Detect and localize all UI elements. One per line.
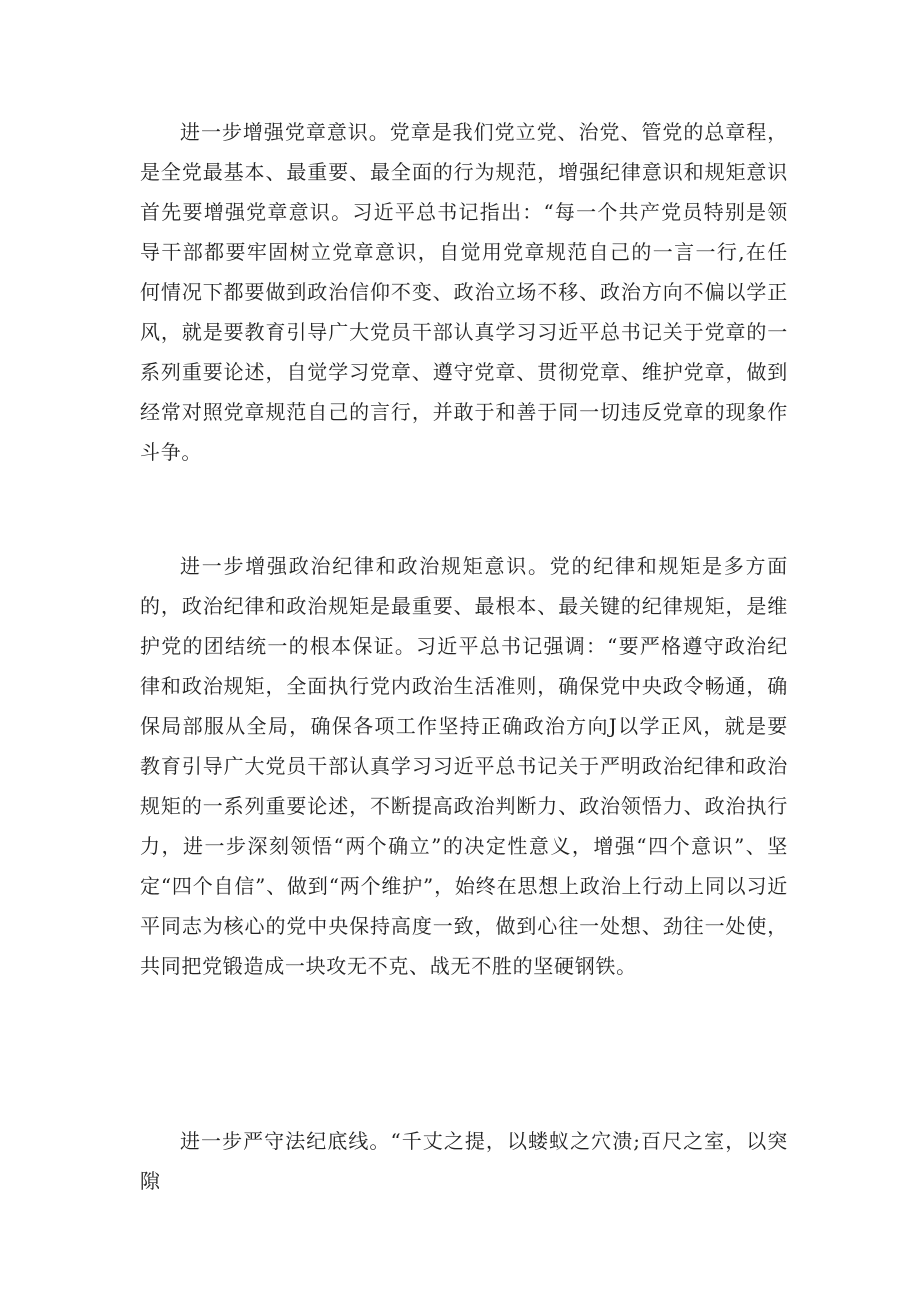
paragraph-political-discipline: 进一步增强政治纪律和政治规矩意识。党的纪律和规矩是多方面的，政治纪律和政治规矩是最重要、最根本、最关键的纪律规矩，是维护党的团结统一的根本保证。习近平总书记强调：“要严格遵守政治纪律和政治规矩，全面执行党内政治生活准则，确保党中央政令畅通，确保局部服从全局，确保各项工作坚持正确政治方向J以学正风，就是要教育引导广大党员干部认真学习习近平总书记关于严明政治纪律和政治规矩的一系列重要论述，不断提高政治判断力、政治领悟力、政治执行力，进一步深刻领悟“两个确立”的决定性意义，增强“四个意识”、坚定“四个自信”、做到“两个维护”，始终在思想上政治上行动上同以习近平同志为核心的党中央保持高度一致，做到心往一处想、劲往一处使，共同把党锻造成一块攻无不克、战无不胜的坚硬钢铁。 bbox=[140, 554, 788, 978]
paragraph-party-constitution: 进一步增强党章意识。党章是我们党立党、治党、管党的总章程，是全党最基本、最重要、最全面的行为规范，增强纪律意识和规矩意识首先要增强党章意识。习近平总书记指出：“每一个共产党员特别是领导干部都要牢固树立党章意识，自觉用党章规范自己的一言一行,在任何情况下都要做到政治信仰不变、政治立场不移、政治方向不偏以学正风，就是要教育引导广大党员干部认真学习习近平总书记关于党章的一系列重要论述，自觉学习党章、遵守党章、贯彻党章、维护党章，做到经常对照党章规范自己的言行，并敢于和善于同一切违反党章的现象作斗争。 bbox=[140, 120, 788, 464]
paragraph-legal-bottom-line: 进一步严守法纪底线。“千丈之提，以蝼蚁之穴溃;百尺之室，以突隙 bbox=[140, 1129, 788, 1193]
